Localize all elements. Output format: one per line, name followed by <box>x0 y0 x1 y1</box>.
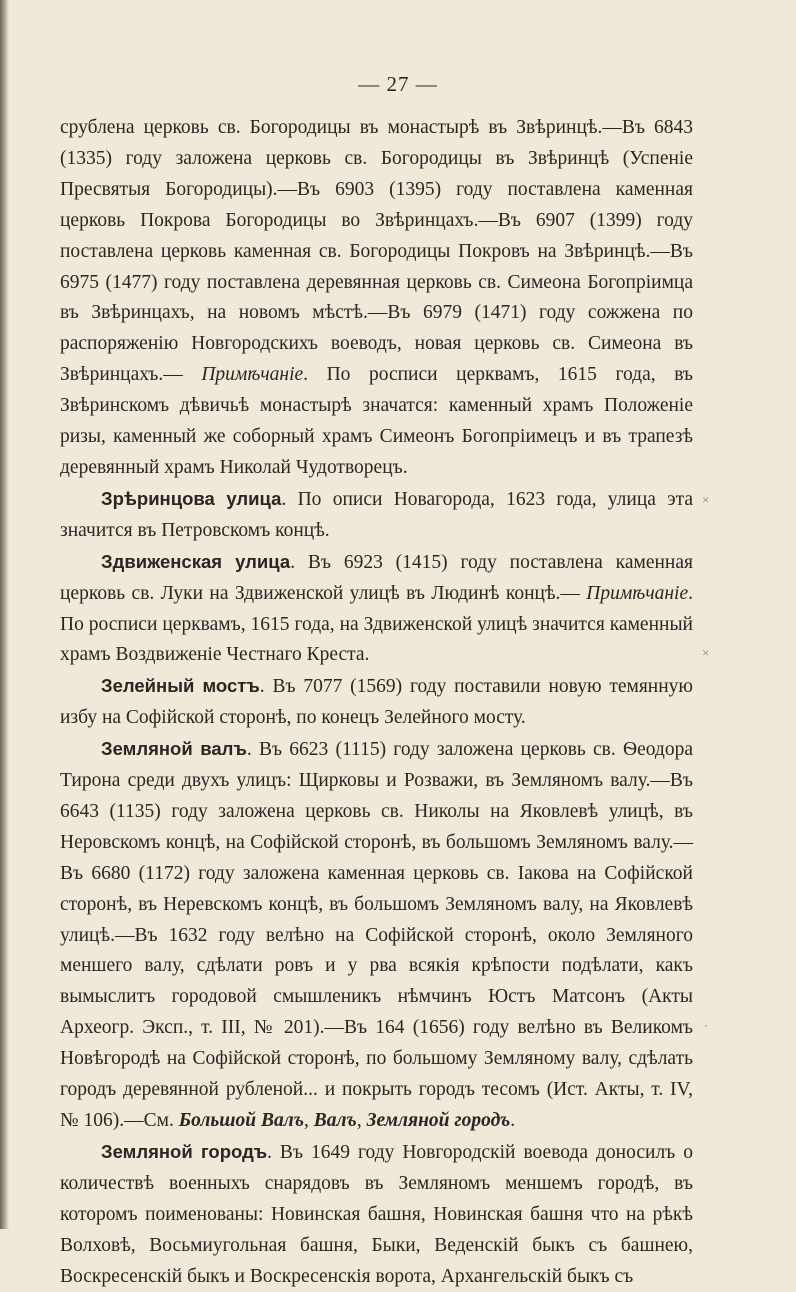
page-left-edge <box>0 0 9 1229</box>
paragraph <box>60 113 693 484</box>
margin-mark: × <box>702 492 710 507</box>
text-run: . По росписи церквамъ, 1615 года, въ Звѣринскомъ дѣвичьѣ монастырѣ значатся: каменный храмъ Положеніе ризы, каменный же соборный храмъ Симеонъ Богопріимецъ и въ трапезѣ деревянный храмъ Николай Чудотворецъ. <box>60 364 694 478</box>
text-run: . По описи Новагорода, 1623 года, улица эта значится въ Петровскомъ концѣ. <box>60 488 693 541</box>
paragraph <box>60 671 693 734</box>
emphasis-text: Большой Валъ <box>178 1110 305 1131</box>
paragraph <box>60 734 693 1137</box>
text-run: . Въ 6923 (1415) году поставлена каменная церковь св. Луки на Здвиженской улицѣ въ Людинѣ концѣ.— <box>60 551 693 604</box>
entry-heading: Земляной городъ <box>101 1140 268 1162</box>
entry-heading: Зелейный мостъ <box>101 675 260 697</box>
margin-mark: · <box>704 1018 709 1033</box>
paragraph <box>60 547 693 672</box>
text-run: срублена церковь св. Богородицы въ монастырѣ въ Звѣринцѣ.—Въ 6843 (1335) году заложена церковь св. Богородицы въ Звѣринцѣ (Успеніе Пресвятыя Богородицы).—Въ 6903 (1395) году поставлена каменная церковь Покрова Богородицы во Звѣринцахъ.—Въ 6907 (1399) году поставлена церковь каменная св. Богородицы Покровъ на Звѣринцѣ.—Въ 6975 (1477) году поставлена деревянная церковь св. Симеона Богопріимца въ Звѣринцахъ, на новомъ мѣстѣ.—Въ 6979 (1471) году сожжена по распоряженію Новгородскихъ воеводъ, новая церковь св. Симеона въ Звѣринцахъ.— <box>60 117 693 386</box>
entry-heading: Зрѣринцова улица <box>101 487 282 509</box>
page-number: — 27 — <box>358 72 438 96</box>
entry-heading: Земляной валъ <box>101 738 247 760</box>
text-run: . Въ 6623 (1115) году заложена церковь св. Ѳеодора Тирона среди двухъ улицъ: Щирковы и Розважи, въ Земляномъ валу.—Въ 6643 (1135) году заложена церковь св. Николы на Яковлевѣ улицѣ, въ Неровскомъ концѣ, на Софійской сторонѣ, въ большомъ Земляномъ валу.—Въ 6680 (1172) году заложена каменная церковь св. Іакова на Софійской сторонѣ, въ Неревскомъ концѣ, въ большомъ Земляномъ валу, на Яковлевѣ улицѣ.—Въ 1632 году велѣно на Софійской сторонѣ, около Земляного меншего валу, сдѣлати ровъ и у рва всякія крѣпости подѣлати, какъ вымыслитъ городовой смышленикъ нѣмчинъ Юстъ Матсонъ (Акты Археогр. Эксп., т. III, № 201).—Въ 164 (1656) году велѣно въ Великомъ Новѣгородѣ на Софійской сторонѣ, по большому Земляному валу, сдѣлать городъ деревянной рубленой... и покрыть городъ тесомъ (Ист. Акты, т. IV, № 106).—См. <box>60 739 693 1131</box>
margin-mark: × <box>702 645 710 660</box>
text-run: . Въ 7077 (1569) году поставили новую темянную избу на Софійской сторонѣ, по конецъ Зелейного мосту. <box>60 676 693 729</box>
text-run: . По росписи церквамъ, 1615 года, на Здвиженской улицѣ значится каменный храмъ Воздвиженіе Честнаго Креста. <box>60 582 693 666</box>
text-run: . Въ 1649 году Новгородскій воевода доносилъ о количествѣ военныхъ снарядовъ въ Земляномъ меншемъ городѣ, въ которомъ поименованы: Новинская башня, Новинская башня что на рѣкѣ Волховѣ, Восьмиугольная башня, Быки, Веденскій быкъ съ башнею, Воскресенскій быкъ и Воскресенскія ворота, Архангельскій быкъ съ <box>60 1141 693 1287</box>
paragraph <box>60 484 693 547</box>
text-run: , <box>304 1110 314 1131</box>
paragraph <box>60 1137 693 1292</box>
emphasis-text: Валъ <box>313 1110 357 1131</box>
emphasis-text: Земляной городъ <box>366 1110 511 1131</box>
entry-heading: Здвиженская улица <box>101 550 291 572</box>
text-run: . <box>510 1110 516 1131</box>
text-run: , <box>356 1110 367 1131</box>
body-text <box>60 113 693 1292</box>
emphasis-text: Примѣчаніе <box>201 364 304 386</box>
emphasis-text: Примѣчаніе <box>586 582 689 604</box>
